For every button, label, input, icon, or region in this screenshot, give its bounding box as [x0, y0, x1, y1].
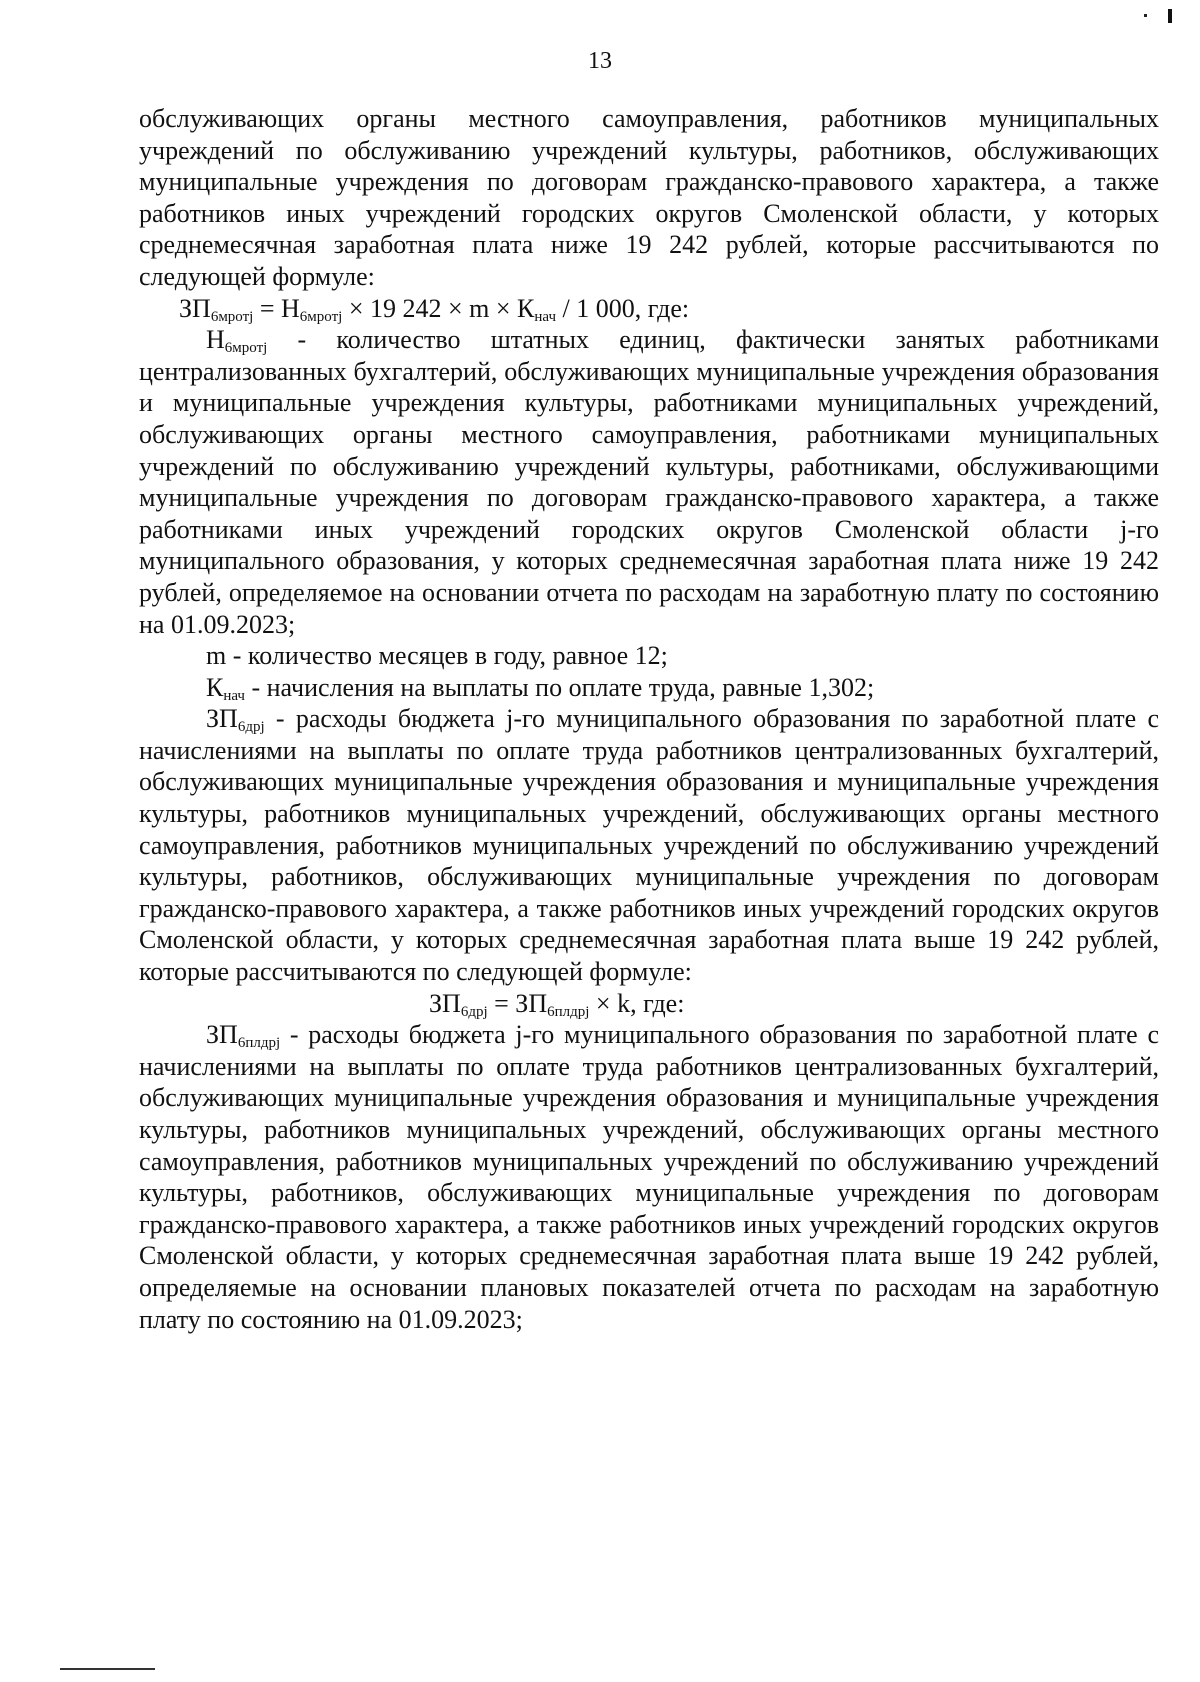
- scan-dot: [1144, 14, 1147, 17]
- definition-n6mrot: $Н_{6мротj}$ - количество штатных единиц, фактически занятых работниками централизованных бухгалтерий, обслуживающих муниципальные учреждения образования и муниципальные учреждения культуры, работниками муниципальных учреждений, обслуживающих органы местного самоуправления, работниками муниципальных учреждений по обслуживанию учреждений культуры, работниками, обслуживающими муниципальные учреждения по договорам гражданско-правового характера, а также работниками иных учреждений городских округов Смоленской области j-го муниципального образования, у которых среднемесячная заработная плата ниже 19 242 рублей, определяемое на основании отчета по расходам на заработную плату по состоянию на 01.09.2023;: [139, 325, 1159, 639]
- page-number: 13: [588, 48, 612, 74]
- scan-bar: [1168, 9, 1172, 23]
- scan-corner-marks: [1140, 4, 1180, 24]
- formula-zp6mrot: $ЗП_{6мротj} = Н_{6мротj} \times 19$ $242 \times m \times К_{нач} / 1$ 000, где:: [179, 293, 690, 325]
- definition-zp6pldr: $ЗП_{6плдрj}$ - расходы бюджета j-го муниципального образования по заработной плате с начислениями на выплаты по оплате труда работников централизованных бухгалтерий, обслуживающих муниципальные учреждения образования и муниципальные учреждения культуры, работников муниципальных учреждений, обслуживающих органы местного самоуправления, работников муниципальных учреждений по обслуживанию учреждений культуры, работников, обслуживающих муниципальные учреждения по договорам гражданско-правового характера, а также работников иных учреждений городских округов Смоленской области, у которых среднемесячная заработная плата выше 19 242 рублей, определяемые на основании плановых показателей отчета по расходам на заработную плату по состоянию на 01.09.2023;: [139, 1020, 1159, 1334]
- document-body: [139, 103, 1159, 1335]
- formula-zp6dr: $ЗП_{6дрj} = ЗП_{6плдрj} \times k$, где:: [429, 988, 685, 1020]
- definition-m: m - количество месяцев в году, равное 12;: [206, 641, 668, 671]
- definition-zp6dr: $ЗП_{6дрj}$ - расходы бюджета j-го муниципального образования по заработной плате с начислениями на выплаты по оплате труда работников централизованных бухгалтерий, обслуживающих муниципальные учреждения образования и муниципальные учреждения культуры, работников муниципальных учреждений, обслуживающих органы местного самоуправления, работников муниципальных учреждений по обслуживанию учреждений культуры, работников, обслуживающих муниципальные учреждения по договорам гражданско-правового характера, а также работников иных учреждений городских округов Смоленской области, у которых среднемесячная заработная плата выше 19 242 рублей, которые рассчитываются по следующей формуле:: [139, 704, 1159, 987]
- definition-knach: $К_{нач}$ - начисления на выплаты по оплате труда, равные 1,302;: [206, 672, 875, 704]
- paragraph-continuation: обслуживающих органы местного самоуправления, работников муниципальных учреждений по обслуживанию учреждений культуры, работников, обслуживающих муниципальные учреждения по договорам гражданско-правового характера, а также работников иных учреждений городских округов Смоленской области, у которых среднемесячная заработная плата ниже 19 242 рублей, которые рассчитываются по следующей формуле:: [139, 104, 1159, 291]
- footer-rule: [60, 1668, 155, 1670]
